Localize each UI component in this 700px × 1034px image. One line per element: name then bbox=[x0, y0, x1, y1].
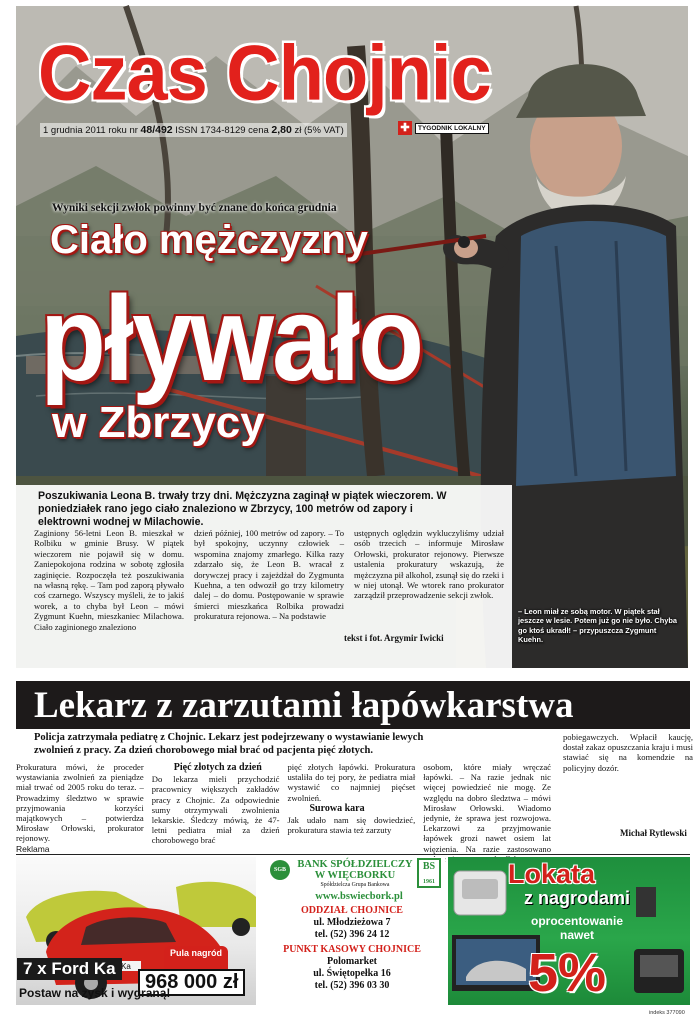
cover-article-byline: tekst i fot. Argymir Iwicki bbox=[344, 633, 444, 643]
ford-pool-label: Pula nagród bbox=[164, 946, 228, 980]
price: 2,80 bbox=[271, 124, 292, 136]
bank-name: BANK SPÓŁDZIELCZY W WIĘCBORKU bbox=[297, 859, 413, 881]
ads-divider bbox=[16, 854, 690, 855]
branch-1-phone: tel. (52) 396 24 12 bbox=[314, 929, 390, 940]
ford-slogan: Postaw na zysk i wygraną! bbox=[19, 986, 171, 1000]
index-number: indeks 377090 bbox=[649, 1010, 685, 1016]
cover-article-body bbox=[34, 528, 504, 640]
bank-group: Spółdzielcza Grupa Bankowa bbox=[320, 882, 390, 888]
weekly-logo-icon: ✚ bbox=[398, 121, 412, 135]
bribe-col-2-text: Do lekarza mieli przychodzić pracownicy większych zakładów pracy z Chojnic. Za odpowiednie sumy otrzymywali zwolnienia lekarskie. Śledczy mówią, że 47-letni pediatra miał za dzień chorobowego brać bbox=[151, 774, 280, 846]
lokata-rate-label: oprocentowanie nawet bbox=[530, 914, 623, 942]
bs-logo-icon: BS 1961 bbox=[417, 858, 441, 888]
bribe-col-3-text-end: Jak udało nam się dowiedzieć, prokuratura stawia też zarzuty bbox=[287, 815, 416, 836]
bank-website-link[interactable]: www.bswiecbork.pl bbox=[315, 891, 403, 902]
lokata-subtitle: z nagrodami bbox=[524, 888, 631, 908]
issue-info bbox=[40, 123, 347, 137]
bribe-subheading-1: Pięć złotych za dzień bbox=[173, 762, 262, 773]
cover-article-col-2: dzień później, 100 metrów od zapory. – To był spokojny, uczynny człowiek – wspomina znajomy zmarłego. Kilka razy zdarzało się, że Leon B. wracał z dorywczej pracy i zajeżdżał do Zygmunta Kuehna, a ten odwoził go trzy kilometry dalej – do domu. Postępowanie w sprawie śmierci mieszkańca Rolbika prowadzi prokuratura rejonowa. – Na podstawie bbox=[194, 528, 344, 622]
bribe-subheading-2: Surowa kara bbox=[309, 802, 365, 814]
cover-headline-line2: pływało bbox=[40, 270, 423, 406]
branch-2-place: Polomarket bbox=[327, 956, 377, 967]
bribe-headline: Lekarz z zarzutami łapówkarstwa bbox=[34, 685, 574, 726]
bribe-col-1: Prokuratura mówi, że proceder wystawiania zwolnień za pieniądze miał trwać od 2005 roku do teraz. – Prowadzimy śledztwo w sprawie przyjmowania korzyści majątkowych – potwierdza Mirosław Orłowski, prokurator rejonowy. bbox=[16, 762, 144, 844]
weekly-label: TYGODNIK LOKALNY bbox=[415, 123, 489, 134]
cover-headline-line1: Ciało mężczyzny bbox=[50, 218, 368, 262]
cover-kicker: Wyniki sekcji zwłok powinny być znane do końca grudnia bbox=[52, 202, 337, 214]
bribe-col-3 bbox=[288, 762, 416, 840]
bribe-col-4: osobom, które miały wręczać łapówki. – Na razie jednak nic więcej powiedzieć nie mogę. Ze względu na dobro śledztwa – mówi Mirosław Orłowski. Wiadomo jedynie, że sprawa jest rozwojowa. Lekarzowi za przyjmowanie łapówek grozi nawet osiem lat więzienia. Na razie zastosowano bbox=[423, 762, 551, 854]
cover-article-col-3: ustępnych oględzin wykluczyliśmy udział osób trzecich – informuje Mirosław Orłowski, prokurator rejonowy. Pierwsze ustalenia prokuratury wskazują, że mężczyzna pił alkohol, zsunął się do rzeki i w niej utonął. We wtorek rano prokurator zarządził przeprowadzenie sekcji zwłok. bbox=[354, 528, 504, 601]
price-suffix: zł (5% VAT) bbox=[294, 125, 344, 136]
branch-2-name: PUNKT KASOWY CHOJNICE bbox=[283, 944, 421, 955]
ka-badge: Ka bbox=[121, 962, 131, 971]
masthead-title: Czas Chojnic bbox=[38, 28, 491, 117]
issn: ISSN 1734-8129 cena bbox=[175, 125, 269, 136]
bribe-col-2 bbox=[151, 762, 280, 846]
lokata-rate: 5% bbox=[528, 943, 607, 1003]
weekly-badge bbox=[398, 121, 489, 135]
ford-car-label: 7 x Ford Ka bbox=[17, 958, 122, 980]
ford-pool-amount: 968 000 zł bbox=[138, 969, 245, 996]
bribe-lead: Policja zatrzymała pediatrę z Chojnic. Lekarz jest podejrzewany o wystawianie lewych zwolnień z pracy. Za dzień chorobowego miał brać od pacjenta pięć złotych. bbox=[34, 732, 424, 756]
bribe-byline: Michał Rytlewski bbox=[620, 828, 687, 838]
branch-2-phone: tel. (52) 396 03 30 bbox=[314, 980, 390, 991]
lokata-title: Lokata bbox=[508, 859, 596, 889]
issue-number: 48/492 bbox=[140, 124, 173, 136]
cover-article-lead: Poszukiwania Leona B. trwały trzy dni. Mężczyzna zaginął w piątek wieczorem. W poniedziałek rano jego ciało znaleziono w Zbrzycy, 100 metrów od zapory i elektrowni wodnej w Milachowie. bbox=[38, 490, 447, 529]
photo-caption: – Leon miał ze sobą motor. W piątek stał jeszcze w lesie. Potem już go nie było. Chyba go ktoś ukradł! – przypuszcza Zygmunt Kuehn. bbox=[518, 607, 677, 645]
branch-1-street: ul. Młodzieżowa 7 bbox=[313, 917, 391, 928]
bank-branches bbox=[262, 905, 442, 992]
bribe-col-3-text-start: pięć złotych łapówki. Prokuratura ustaliła do tej pory, że pediatra miał wystawić co najmniej pięćset zwolnień. bbox=[287, 762, 416, 803]
sgb-logo-icon: SGB bbox=[270, 860, 290, 880]
ads-label: Reklama bbox=[16, 844, 50, 854]
bribe-col-5: pobiegawczych. Wpłacił kaucję, dostał zakaz opuszczania kraju i musi stawiać się na komendzie na policyjny dozór. bbox=[563, 732, 693, 773]
issue-date: 1 grudnia 2011 roku nr bbox=[43, 125, 138, 136]
cover-headline-line3: w Zbrzycy bbox=[52, 398, 265, 447]
branch-1-name: ODDZIAŁ CHOJNICE bbox=[301, 905, 403, 916]
cover-article-col-1: Zaginiony 56-letni Leon B. mieszkał w Rolbiku w gminie Brusy. W piątek wieczorem nie pojawił się w domu. Zaniepokojona rodzina w sobotę zgłosiła zaginięcie. Rozpoczęła też poszukiwania na własną rękę. – Tam pod zaporą pływało coś czarnego. Wszyscy myśleli, że to jakiś worek, a to chyba był Leon – mówi Zygmunt Kuehn, mieszkaniec Milachowa. Ciało zaginionego znaleziono bbox=[34, 528, 184, 632]
branch-2-street: ul. Świętopełka 16 bbox=[313, 968, 391, 979]
